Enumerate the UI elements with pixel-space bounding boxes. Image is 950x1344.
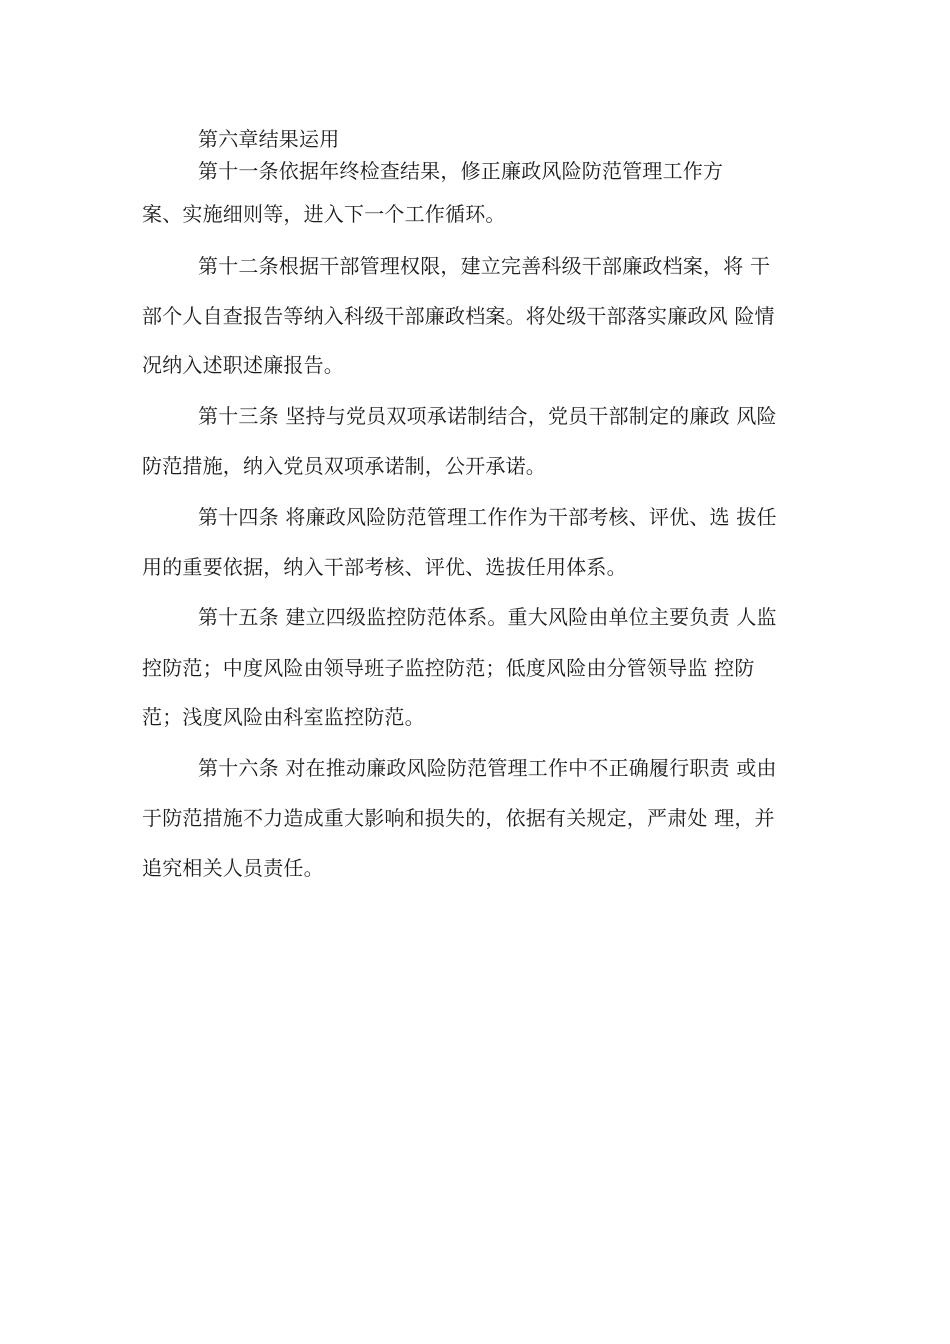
- article-11-line-2: 案、实施细则等，进入下一个工作循环。: [142, 202, 506, 226]
- article-11-line-1: 第十一条依据年终检查结果，修正廉政风险防范管理工作方: [198, 159, 724, 183]
- article-15-line-3: 范；浅度风险由科室监控防范。: [142, 705, 425, 729]
- article-15-line-1: 第十五条 建立四级监控防范体系。重大风险由单位主要负责 人监: [198, 605, 777, 629]
- article-12-line-1: 第十二条根据干部管理权限，建立完善科级干部廉政档案，将 干: [198, 254, 771, 278]
- article-16-line-1: 第十六条 对在推动廉政风险防范管理工作中不正确履行职责 或由: [198, 756, 777, 780]
- article-12-line-3: 况纳入述职述廉报告。: [142, 353, 344, 377]
- article-13-line-2: 防范措施，纳入党员双项承诺制，公开承诺。: [142, 454, 546, 478]
- article-16-line-3: 追究相关人员责任。: [142, 856, 324, 880]
- article-16-line-2: 于防范措施不力造成重大影响和损失的，依据有关规定，严肃处 理，并: [142, 806, 775, 830]
- article-13-line-1: 第十三条 坚持与党员双项承诺制结合，党员干部制定的廉政 风险: [198, 404, 777, 428]
- article-14-line-1: 第十四条 将廉政风险防范管理工作作为干部考核、评优、选 拔任: [198, 505, 777, 529]
- article-15-line-2: 控防范；中度风险由领导班子监控防范；低度风险由分管领导监 控防: [142, 656, 755, 680]
- article-12-line-2: 部个人自查报告等纳入科级干部廉政档案。将处级干部落实廉政风 险情: [142, 304, 775, 328]
- chapter-heading: 第六章结果运用: [198, 127, 340, 151]
- article-14-line-2: 用的重要依据，纳入干部考核、评优、选拔任用体系。: [142, 555, 627, 579]
